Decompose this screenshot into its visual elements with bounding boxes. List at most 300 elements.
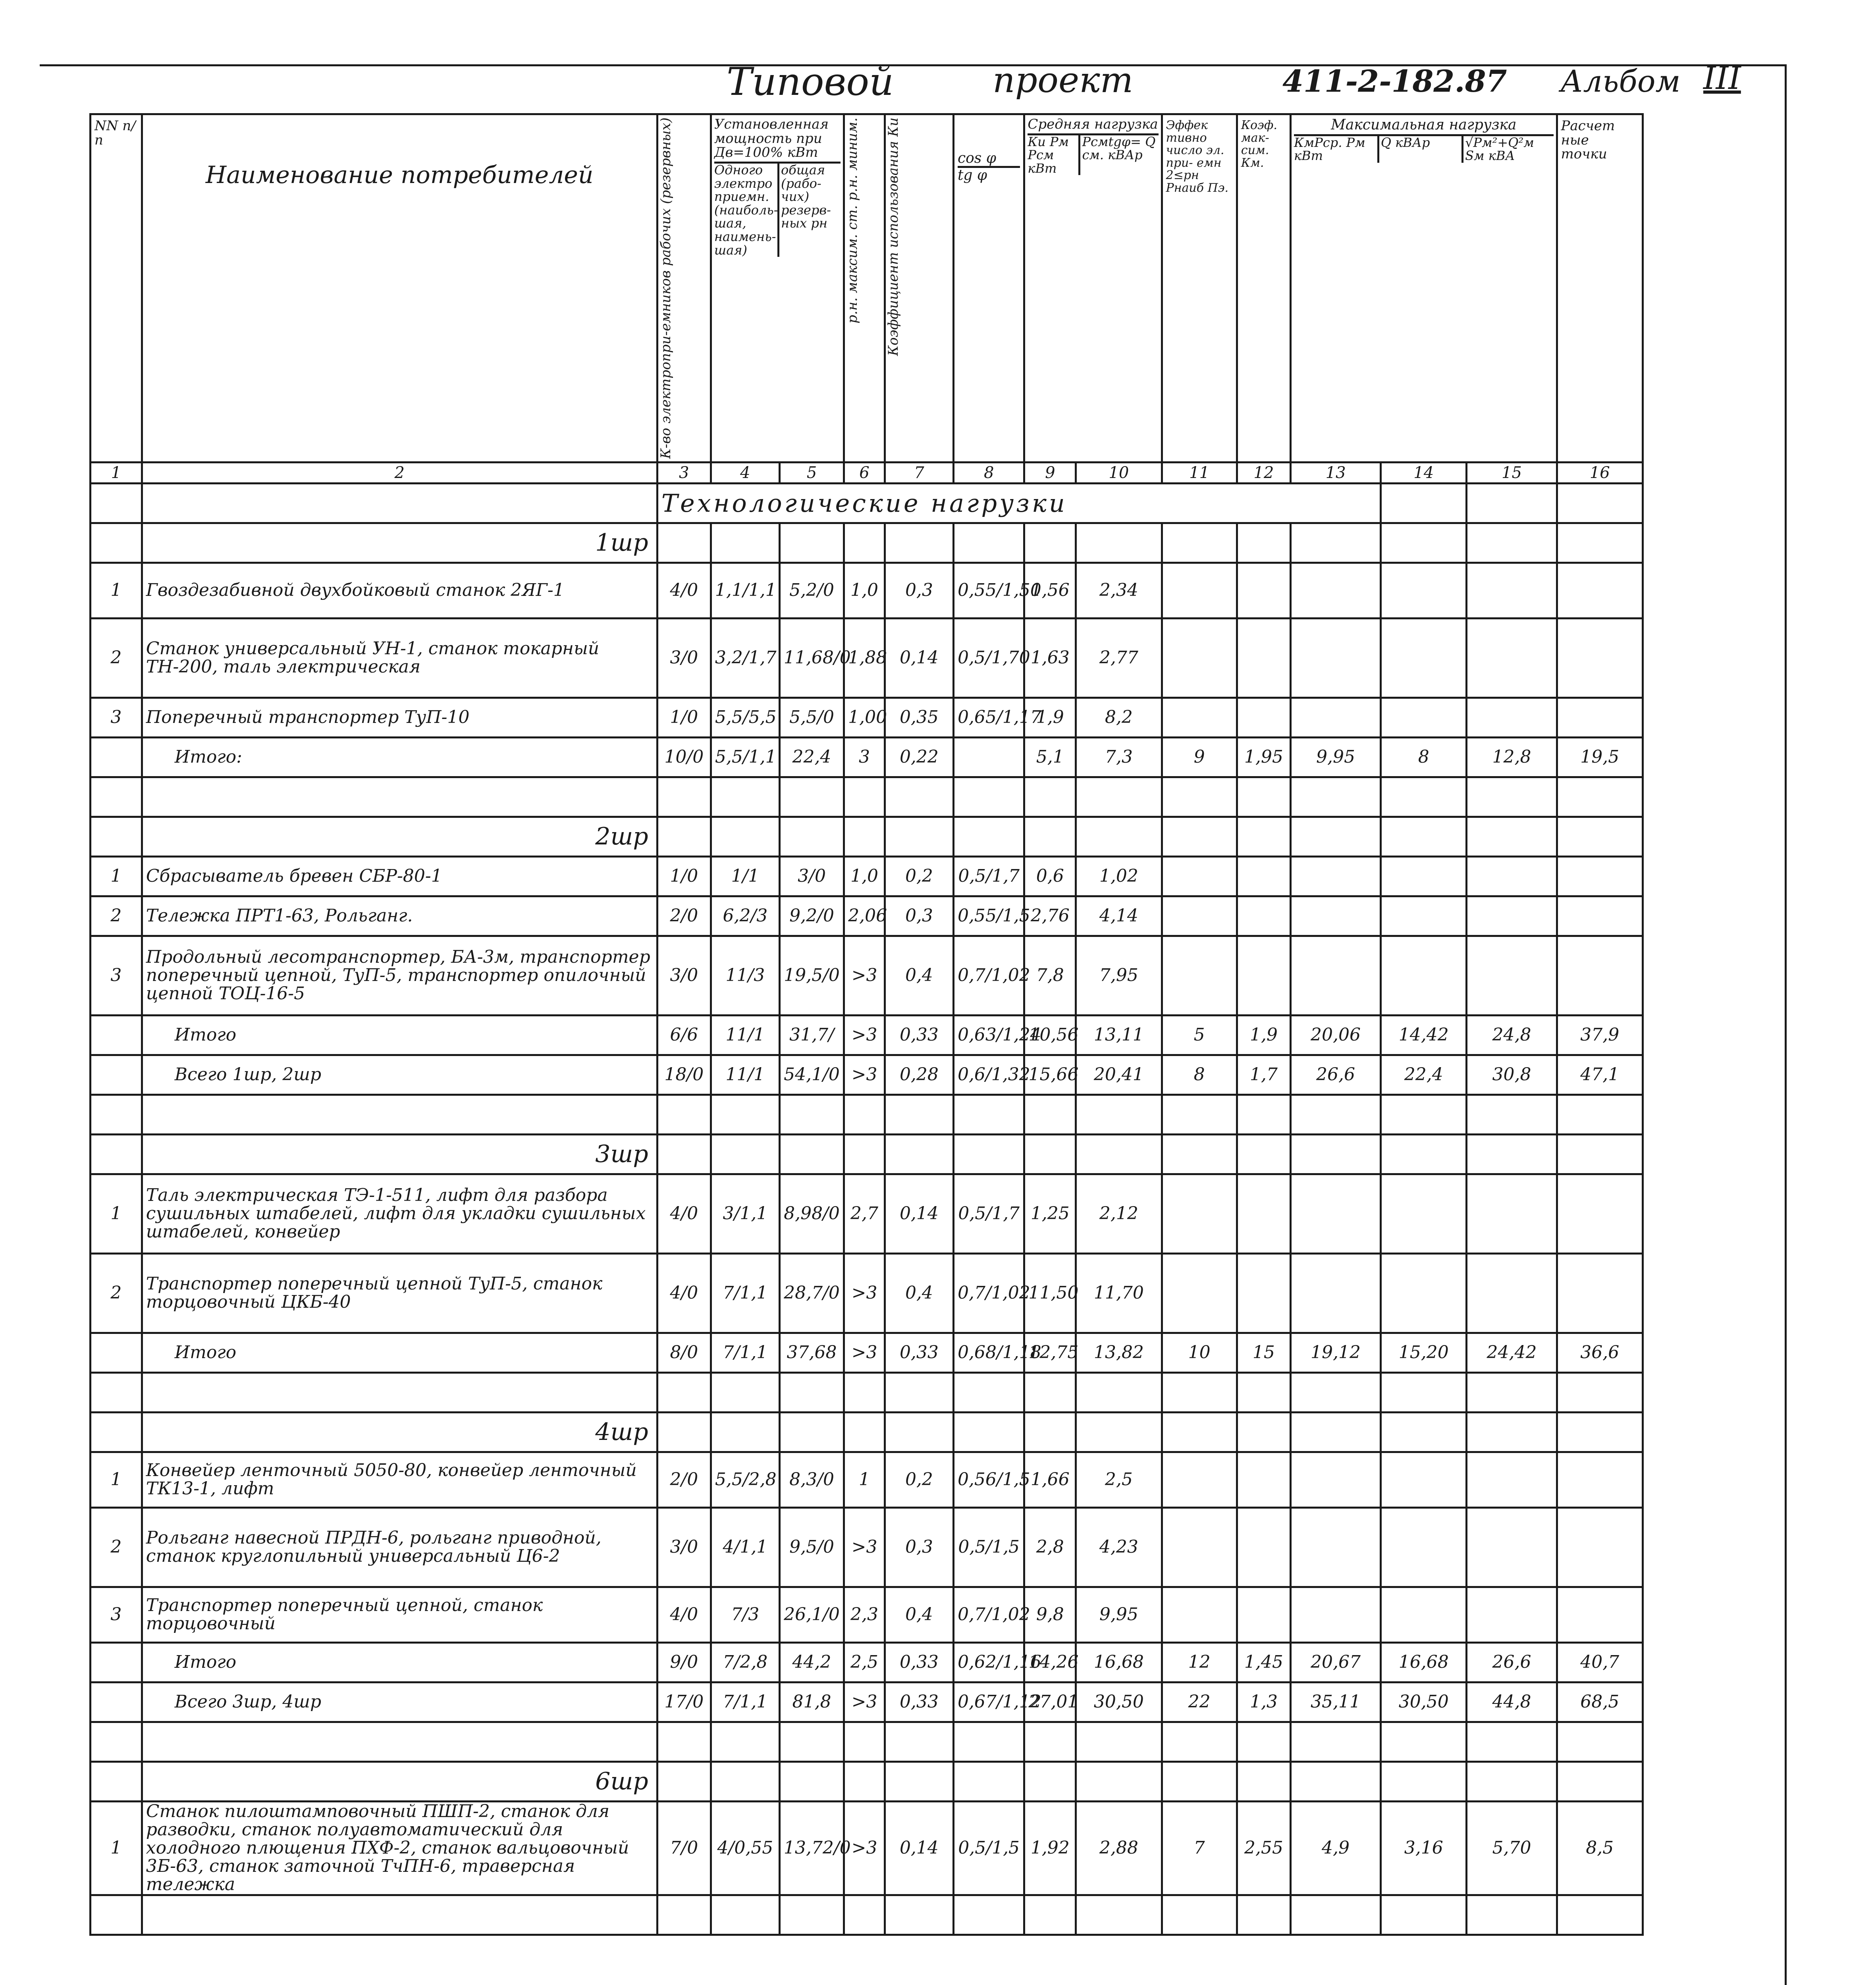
empty-cell <box>711 1412 779 1452</box>
table-row <box>91 698 1643 737</box>
s-max: 24,42 <box>1467 1333 1557 1372</box>
receiver-count: 9/0 <box>657 1642 711 1682</box>
q-avg: 4,14 <box>1076 896 1162 936</box>
empty-cell <box>1557 1895 1643 1935</box>
column-numbers-row <box>91 462 1643 483</box>
empty-cell <box>1467 777 1557 817</box>
consumer-name: Итого <box>142 1015 657 1055</box>
s-max: 30,8 <box>1467 1055 1557 1095</box>
colnum-cell: 9 <box>1024 462 1076 483</box>
cos-tg: 0,6/1,32 <box>953 1055 1024 1095</box>
table-row <box>91 1682 1643 1722</box>
table-row <box>91 1015 1643 1055</box>
empty-cell <box>885 1412 953 1452</box>
effective-count: 7 <box>1162 1801 1237 1895</box>
empty-cell <box>1024 523 1076 563</box>
empty-cell <box>91 523 142 563</box>
col-m: р.н. максим. ст. р.н. миним. <box>844 118 861 324</box>
table-row <box>91 1801 1643 1895</box>
power-one: 7/2,8 <box>711 1642 779 1682</box>
max-coeff <box>1237 1507 1290 1587</box>
empty-cell <box>657 1895 711 1935</box>
empty-cell <box>711 523 779 563</box>
q-max <box>1381 563 1467 618</box>
max-coeff <box>1237 563 1290 618</box>
cos-tg: 0,56/1,5 <box>953 1452 1024 1507</box>
power-one: 4/0,55 <box>711 1801 779 1895</box>
q-max: 22,4 <box>1381 1055 1467 1095</box>
max-coeff: 1,7 <box>1237 1055 1290 1095</box>
col-ne: Эффек тивно число эл. при- емн 2≤рн Рнаиб Пэ. <box>1162 114 1237 463</box>
empty-cell <box>91 1895 142 1935</box>
usage-coeff: 0,33 <box>885 1015 953 1055</box>
empty-cell <box>1076 1095 1162 1134</box>
q-avg: 20,41 <box>1076 1055 1162 1095</box>
colnum-cell: 13 <box>1290 462 1380 483</box>
empty-cell <box>1290 777 1380 817</box>
s-max <box>1467 856 1557 896</box>
consumer-name: Всего 1шр, 2шр <box>142 1055 657 1095</box>
power-one: 3/1,1 <box>711 1174 779 1253</box>
col-pm: КмРср. Рм кВт <box>1294 135 1365 164</box>
table-row <box>91 896 1643 936</box>
empty-cell <box>1467 1372 1557 1412</box>
empty-cell <box>1162 777 1237 817</box>
power-total: 22,4 <box>779 737 844 777</box>
calc-point <box>1557 698 1643 737</box>
p-max <box>1290 856 1380 896</box>
empty-cell <box>1237 817 1290 856</box>
s-max <box>1467 1174 1557 1253</box>
s-max <box>1467 563 1557 618</box>
effective-count: 12 <box>1162 1642 1237 1682</box>
empty-cell <box>1290 1412 1380 1452</box>
p-max <box>1290 1174 1380 1253</box>
empty-cell <box>1381 1134 1467 1174</box>
section-row <box>91 1412 1643 1452</box>
q-max <box>1381 936 1467 1015</box>
s-max: 44,8 <box>1467 1682 1557 1722</box>
p-avg: 7,8 <box>1024 936 1076 1015</box>
receiver-count: 8/0 <box>657 1333 711 1372</box>
power-total: 3/0 <box>779 856 844 896</box>
calc-point: 40,7 <box>1557 1642 1643 1682</box>
power-total: 28,7/0 <box>779 1253 844 1333</box>
q-max: 16,68 <box>1381 1642 1467 1682</box>
effective-count <box>1162 1507 1237 1587</box>
q-avg: 4,23 <box>1076 1507 1162 1587</box>
consumer-name: Поперечный транспортер ТуП-10 <box>142 698 657 737</box>
usage-coeff: 0,22 <box>885 737 953 777</box>
empty-cell <box>1381 817 1467 856</box>
q-max <box>1381 698 1467 737</box>
q-max <box>1381 1452 1467 1507</box>
empty-cell <box>1024 1722 1076 1761</box>
max-coeff: 1,95 <box>1237 737 1290 777</box>
col-name: Наименование потребителей <box>142 114 657 463</box>
usage-coeff: 0,28 <box>885 1055 953 1095</box>
q-avg: 16,68 <box>1076 1642 1162 1682</box>
empty-cell <box>657 777 711 817</box>
section-label: 3шр <box>142 1134 657 1174</box>
consumer-name: Рольганг навесной ПРДН-6, рольганг приводной, станок круглопильный универсальный Ц6-2 <box>142 1507 657 1587</box>
empty-cell <box>1381 1722 1467 1761</box>
effective-count: 8 <box>1162 1055 1237 1095</box>
m-ratio: 2,06 <box>844 896 885 936</box>
empty-cell <box>779 1372 844 1412</box>
p-max <box>1290 896 1380 936</box>
effective-count <box>1162 1174 1237 1253</box>
empty-cell <box>711 817 779 856</box>
table-title: Технологические нагрузки <box>657 483 1380 523</box>
empty-cell <box>657 523 711 563</box>
consumer-name: Итого <box>142 1333 657 1372</box>
empty-cell <box>1467 1134 1557 1174</box>
empty-cell <box>1024 1095 1076 1134</box>
receiver-count: 1/0 <box>657 856 711 896</box>
colnum-cell: 3 <box>657 462 711 483</box>
cos-tg: 0,5/1,7 <box>953 1174 1024 1253</box>
m-ratio: >3 <box>844 1253 885 1333</box>
power-total: 31,7/ <box>779 1015 844 1055</box>
power-total: 19,5/0 <box>779 936 844 1015</box>
empty-cell <box>1162 1895 1237 1935</box>
receiver-count: 3/0 <box>657 1507 711 1587</box>
section-label: 4шр <box>142 1412 657 1452</box>
power-total: 44,2 <box>779 1642 844 1682</box>
empty-cell <box>779 777 844 817</box>
power-total: 37,68 <box>779 1333 844 1372</box>
effective-count <box>1162 698 1237 737</box>
power-one: 5,5/2,8 <box>711 1452 779 1507</box>
p-avg: 2,8 <box>1024 1507 1076 1587</box>
p-avg: 1,9 <box>1024 698 1076 737</box>
empty-cell <box>1467 1761 1557 1801</box>
empty-cell <box>885 1761 953 1801</box>
power-one: 11/3 <box>711 936 779 1015</box>
col-sm: √Рм²+Q²м Sм кВА <box>1461 136 1553 163</box>
row-number <box>91 737 142 777</box>
calc-point <box>1557 563 1643 618</box>
empty-cell <box>885 523 953 563</box>
q-max <box>1381 1253 1467 1333</box>
table-row <box>91 1587 1643 1642</box>
usage-coeff: 0,3 <box>885 896 953 936</box>
empty-cell <box>1557 1372 1643 1412</box>
empty-cell <box>1237 523 1290 563</box>
empty-cell <box>1162 1412 1237 1452</box>
receiver-count: 6/6 <box>657 1015 711 1055</box>
q-avg: 9,95 <box>1076 1587 1162 1642</box>
max-coeff <box>1237 698 1290 737</box>
usage-coeff: 0,3 <box>885 563 953 618</box>
empty-cell <box>711 1134 779 1174</box>
receiver-count: 4/0 <box>657 1587 711 1642</box>
empty-cell <box>953 1134 1024 1174</box>
empty-cell <box>844 817 885 856</box>
empty-cell <box>1024 1895 1076 1935</box>
empty-cell <box>885 817 953 856</box>
empty-cell <box>1024 1134 1076 1174</box>
empty-cell <box>1076 1412 1162 1452</box>
p-avg: 1,25 <box>1024 1174 1076 1253</box>
empty-cell <box>1237 1134 1290 1174</box>
m-ratio: 3 <box>844 737 885 777</box>
section-row <box>91 817 1643 856</box>
empty-cell <box>1290 1761 1380 1801</box>
effective-count <box>1162 1587 1237 1642</box>
empty-cell <box>1024 1372 1076 1412</box>
power-one: 7/1,1 <box>711 1253 779 1333</box>
p-max: 26,6 <box>1290 1055 1380 1095</box>
usage-coeff: 0,2 <box>885 1452 953 1507</box>
usage-coeff: 0,14 <box>885 1174 953 1253</box>
spacer-row <box>91 1095 1643 1134</box>
empty-cell <box>1381 777 1467 817</box>
consumer-name: Всего 3шр, 4шр <box>142 1682 657 1722</box>
empty-cell <box>844 1372 885 1412</box>
effective-count: 10 <box>1162 1333 1237 1372</box>
cos-tg: 0,55/1,50 <box>953 563 1024 618</box>
effective-count: 5 <box>1162 1015 1237 1055</box>
empty-cell <box>1076 817 1162 856</box>
empty-cell <box>1162 1095 1237 1134</box>
empty-cell <box>1557 1134 1643 1174</box>
spacer-row <box>91 1895 1643 1935</box>
m-ratio: >3 <box>844 1055 885 1095</box>
q-avg: 13,82 <box>1076 1333 1162 1372</box>
row-number <box>91 1015 142 1055</box>
receiver-count: 1/0 <box>657 698 711 737</box>
empty-cell <box>1076 1761 1162 1801</box>
table-row <box>91 1333 1643 1372</box>
empty-cell <box>885 1134 953 1174</box>
calc-point <box>1557 1452 1643 1507</box>
p-max: 9,95 <box>1290 737 1380 777</box>
colnum-cell: 16 <box>1557 462 1643 483</box>
q-max: 8 <box>1381 737 1467 777</box>
cos-tg: 0,68/1,18 <box>953 1333 1024 1372</box>
empty-cell <box>142 1095 657 1134</box>
receiver-count: 10/0 <box>657 737 711 777</box>
section-label: 6шр <box>142 1761 657 1801</box>
power-one: 11/1 <box>711 1055 779 1095</box>
m-ratio: 1,0 <box>844 856 885 896</box>
empty-cell <box>1381 523 1467 563</box>
row-number: 1 <box>91 856 142 896</box>
empty-cell <box>1076 1372 1162 1412</box>
empty-cell <box>1076 1134 1162 1174</box>
empty-cell <box>1076 777 1162 817</box>
m-ratio: >3 <box>844 1333 885 1372</box>
empty-cell <box>844 1761 885 1801</box>
empty-cell <box>657 1412 711 1452</box>
spacer-row <box>91 1722 1643 1761</box>
empty-cell <box>657 1134 711 1174</box>
empty-cell <box>844 523 885 563</box>
empty-cell <box>1290 1095 1380 1134</box>
col-rt: Расчет ные точки <box>1557 114 1643 463</box>
p-max <box>1290 618 1380 698</box>
empty-cell <box>711 1722 779 1761</box>
empty-cell <box>1162 1722 1237 1761</box>
calc-point <box>1557 1587 1643 1642</box>
power-one: 5,5/1,1 <box>711 737 779 777</box>
empty-cell <box>779 1761 844 1801</box>
empty-cell <box>657 1095 711 1134</box>
empty-cell <box>885 1372 953 1412</box>
calc-point <box>1557 936 1643 1015</box>
empty-cell <box>711 1761 779 1801</box>
empty-cell <box>142 1372 657 1412</box>
calc-point: 37,9 <box>1557 1015 1643 1055</box>
col-power-total: общая (рабо-чих) резерв-ных рн <box>777 164 841 257</box>
colnum-cell: 11 <box>1162 462 1237 483</box>
col-qm: Q кВАр <box>1377 136 1461 163</box>
receiver-count: 3/0 <box>657 618 711 698</box>
row-number: 3 <box>91 1587 142 1642</box>
consumer-name: Итого <box>142 1642 657 1682</box>
effective-count: 22 <box>1162 1682 1237 1722</box>
empty-cell <box>885 777 953 817</box>
max-coeff <box>1237 1253 1290 1333</box>
empty-cell <box>953 1412 1024 1452</box>
empty-cell <box>953 1761 1024 1801</box>
table-row <box>91 563 1643 618</box>
s-max: 24,8 <box>1467 1015 1557 1055</box>
p-max <box>1290 1507 1380 1587</box>
usage-coeff: 0,14 <box>885 1801 953 1895</box>
empty-cell <box>1557 1722 1643 1761</box>
table-row <box>91 856 1643 896</box>
s-max: 12,8 <box>1467 737 1557 777</box>
table-row <box>91 1642 1643 1682</box>
effective-count <box>1162 1253 1237 1333</box>
effective-count <box>1162 563 1237 618</box>
s-max: 5,70 <box>1467 1801 1557 1895</box>
empty-cell <box>1162 1134 1237 1174</box>
colnum-cell: 7 <box>885 462 953 483</box>
table-row <box>91 1055 1643 1095</box>
q-avg: 2,77 <box>1076 618 1162 698</box>
power-one: 1/1 <box>711 856 779 896</box>
usage-coeff: 0,2 <box>885 856 953 896</box>
p-avg: 12,75 <box>1024 1333 1076 1372</box>
power-total: 8,3/0 <box>779 1452 844 1507</box>
consumer-name: Гвоздезабивной двухбойковый станок 2ЯГ-1 <box>142 563 657 618</box>
empty-cell <box>779 1134 844 1174</box>
col-tg: tg φ <box>957 167 987 183</box>
empty-cell <box>1024 817 1076 856</box>
empty-cell <box>953 1722 1024 1761</box>
empty-cell <box>1290 1895 1380 1935</box>
col-nn: NN п/п <box>91 114 142 463</box>
colnum-cell: 14 <box>1381 462 1467 483</box>
p-avg: 1,92 <box>1024 1801 1076 1895</box>
power-total: 5,5/0 <box>779 698 844 737</box>
power-one: 7/1,1 <box>711 1333 779 1372</box>
row-number <box>91 1642 142 1682</box>
empty-cell <box>1467 1895 1557 1935</box>
empty-cell <box>779 817 844 856</box>
q-max <box>1381 1507 1467 1587</box>
empty-cell <box>1381 1372 1467 1412</box>
table-row <box>91 1174 1643 1253</box>
empty-cell <box>1557 777 1643 817</box>
receiver-count: 17/0 <box>657 1682 711 1722</box>
empty-cell <box>1467 1095 1557 1134</box>
cos-tg: 0,7/1,02 <box>953 1253 1024 1333</box>
cos-tg: 0,5/1,7 <box>953 856 1024 896</box>
max-coeff <box>1237 856 1290 896</box>
p-avg: 10,56 <box>1024 1015 1076 1055</box>
calc-point <box>1557 1174 1643 1253</box>
q-avg: 2,88 <box>1076 1801 1162 1895</box>
colnum-cell: 12 <box>1237 462 1290 483</box>
table-row <box>91 1452 1643 1507</box>
table-row <box>91 1507 1643 1587</box>
p-max <box>1290 1452 1380 1507</box>
cos-tg: 0,65/1,17 <box>953 698 1024 737</box>
section-row <box>91 523 1643 563</box>
row-number <box>91 1682 142 1722</box>
q-max <box>1381 896 1467 936</box>
q-max <box>1381 1174 1467 1253</box>
p-max <box>1290 698 1380 737</box>
q-max <box>1381 1587 1467 1642</box>
header-title: Типовой <box>727 60 894 104</box>
empty-cell <box>953 777 1024 817</box>
colnum-cell: 2 <box>142 462 657 483</box>
m-ratio: >3 <box>844 1507 885 1587</box>
q-avg: 30,50 <box>1076 1682 1162 1722</box>
empty-cell <box>1024 1761 1076 1801</box>
q-max <box>1381 856 1467 896</box>
p-avg: 0,6 <box>1024 856 1076 896</box>
empty-cell <box>1467 1722 1557 1761</box>
power-one: 6,2/3 <box>711 896 779 936</box>
s-max <box>1467 1452 1557 1507</box>
empty-cell <box>1162 523 1237 563</box>
empty-cell <box>1237 1372 1290 1412</box>
row-number: 2 <box>91 1253 142 1333</box>
power-total: 5,2/0 <box>779 563 844 618</box>
empty-cell <box>953 817 1024 856</box>
col-pcm: Ки Рм Рсм кВт <box>1028 134 1069 176</box>
empty-cell <box>142 1722 657 1761</box>
row-number: 1 <box>91 1801 142 1895</box>
table-title-row <box>91 483 1643 523</box>
consumer-name: Сбрасыватель бревен СБР-80-1 <box>142 856 657 896</box>
receiver-count: 7/0 <box>657 1801 711 1895</box>
calc-point: 68,5 <box>1557 1682 1643 1722</box>
cos-tg: 0,55/1,5 <box>953 896 1024 936</box>
max-coeff <box>1237 618 1290 698</box>
empty-cell <box>1290 523 1380 563</box>
empty-cell <box>657 1761 711 1801</box>
q-avg: 7,95 <box>1076 936 1162 1015</box>
empty-cell <box>1237 777 1290 817</box>
header-album-num: III <box>1703 60 1741 96</box>
p-avg: 5,1 <box>1024 737 1076 777</box>
table-row <box>91 618 1643 698</box>
usage-coeff: 0,14 <box>885 618 953 698</box>
usage-coeff: 0,33 <box>885 1682 953 1722</box>
header-project: проект <box>993 60 1134 100</box>
section-row <box>91 1134 1643 1174</box>
q-max: 30,50 <box>1381 1682 1467 1722</box>
empty-cell <box>953 1372 1024 1412</box>
